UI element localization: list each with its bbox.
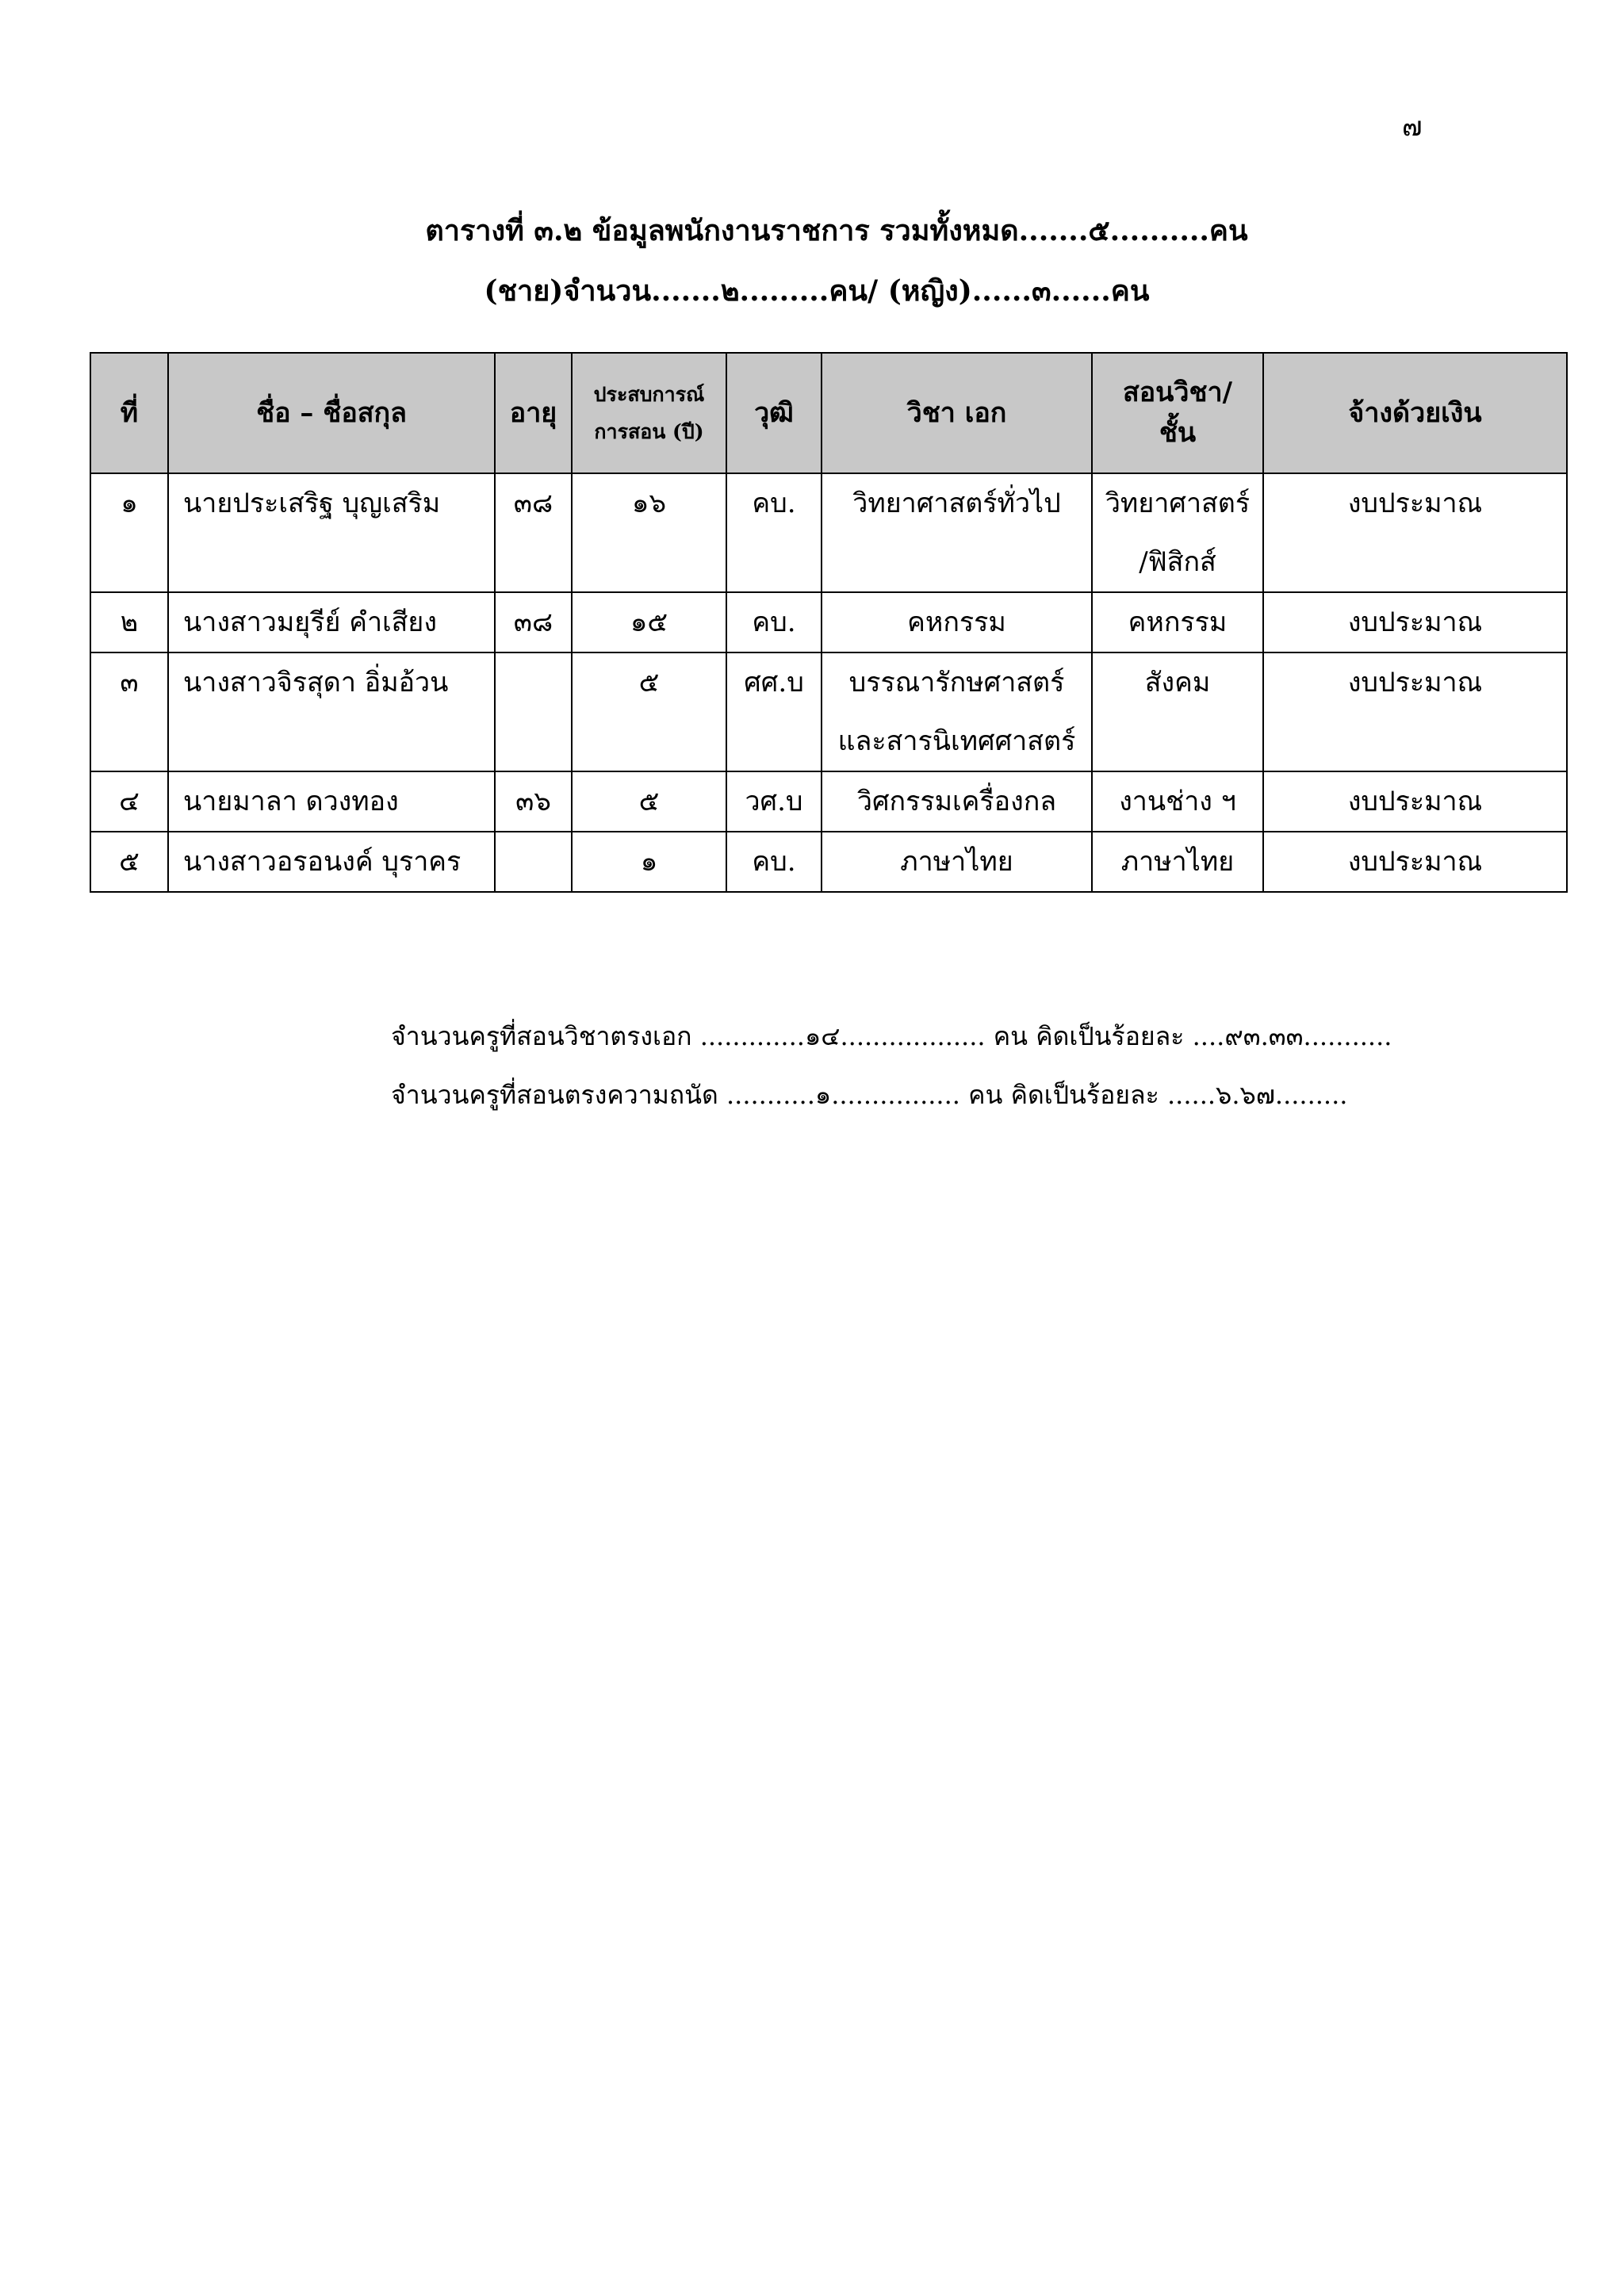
header-teach-line1: สอนวิชา/ [1122,377,1233,408]
table-subtitle: (ชาย)จำนวน.......๒.........คน/ (หญิง)......๓......คน [484,274,1150,308]
cell-name: นายประเสริฐ บุญเสริม [168,473,495,592]
cell-no: ๔ [90,771,168,832]
cell-degree: คบ. [726,832,822,892]
cell-no: ๑ [90,473,168,592]
page-number: ๗ [1402,111,1423,143]
cell-teach-line1: คหกรรม [1128,607,1228,638]
cell-funding: งบประมาณ [1263,771,1567,832]
cell-teach-line2: /ฟิสิกส์ [1139,546,1216,578]
cell-major-line1: วิศกรรมเครื่องกล [856,786,1057,817]
staff-table [90,352,1568,893]
table-row [90,771,1567,832]
cell-funding: งบประมาณ [1263,473,1567,592]
cell-teach-line1: วิทยาศาสตร์ [1105,488,1251,519]
cell-teach [1092,592,1263,652]
cell-no: ๓ [90,652,168,771]
cell-experience: ๑๖ [572,473,726,592]
cell-degree: วศ.บ [726,771,822,832]
header-teach-line2: ชั้น [1159,417,1197,449]
cell-teach [1092,771,1263,832]
cell-age [495,832,572,892]
cell-name: นายมาลา ดวงทอง [168,771,495,832]
summary-major-teachers: จำนวนครูที่สอนวิชาตรงเอก .............๑๔.................. คน คิดเป็นร้อยละ ....๙๓.๓๓........... [391,1021,1392,1051]
table-row [90,473,1567,592]
cell-teach-line1: ภาษาไทย [1120,846,1235,878]
header-funding: จ้างด้วยเงิน [1263,353,1567,473]
cell-degree: คบ. [726,473,822,592]
cell-major-line1: วิทยาศาสตร์ทั่วไป [852,488,1061,519]
cell-name: นางสาวอรอนงค์ บุราคร [168,832,495,892]
cell-major-line1: คหกรรม [907,607,1006,638]
header-experience [572,353,726,473]
cell-major [822,832,1092,892]
cell-no: ๕ [90,832,168,892]
table-header-row [90,353,1567,473]
cell-name: นางสาวมยุรีย์ คำเสียง [168,592,495,652]
cell-experience: ๑ [572,832,726,892]
table-row [90,652,1567,771]
header-major: วิชา เอก [822,353,1092,473]
header-age: อายุ [495,353,572,473]
cell-teach-line1: งานช่าง ฯ [1119,786,1236,817]
cell-teach [1092,473,1263,592]
summary-aptitude-teachers: จำนวนครูที่สอนตรงความถนัด ...........๑................ คน คิดเป็นร้อยละ ......๖.๖๗......... [391,1080,1348,1110]
table-title: ตารางที่ ๓.๒ ข้อมูลพนักงานราชการ รวมทั้งหมด.......๕..........คน [425,214,1248,247]
cell-no: ๒ [90,592,168,652]
cell-experience: ๕ [572,771,726,832]
cell-funding: งบประมาณ [1263,652,1567,771]
header-teach [1092,353,1263,473]
cell-age [495,652,572,771]
cell-experience: ๕ [572,652,726,771]
cell-teach-line1: สังคม [1144,667,1211,698]
cell-experience: ๑๕ [572,592,726,652]
cell-major [822,592,1092,652]
cell-major-line2: และสารนิเทศศาสตร์ [837,725,1076,757]
cell-major-line1: ภาษาไทย [900,846,1013,878]
cell-funding: งบประมาณ [1263,832,1567,892]
header-name: ชื่อ – ชื่อสกุล [168,353,495,473]
cell-age: ๓๘ [495,592,572,652]
cell-teach [1092,652,1263,771]
cell-funding: งบประมาณ [1263,592,1567,652]
header-degree: วุฒิ [726,353,822,473]
header-experience-line2: การสอน (ปี) [594,420,704,443]
cell-degree: ศศ.บ [726,652,822,771]
cell-major-line1: บรรณารักษศาสตร์ [848,667,1065,698]
cell-age: ๓๖ [495,771,572,832]
cell-age: ๓๘ [495,473,572,592]
cell-teach [1092,832,1263,892]
cell-name: นางสาวจิรสุดา อิ่มอ้วน [168,652,495,771]
header-experience-line1: ประสบการณ์ [593,382,705,406]
cell-degree: คบ. [726,592,822,652]
cell-major [822,652,1092,771]
cell-major [822,771,1092,832]
cell-major [822,473,1092,592]
header-no: ที่ [90,353,168,473]
table-row [90,832,1567,892]
table-row [90,592,1567,652]
